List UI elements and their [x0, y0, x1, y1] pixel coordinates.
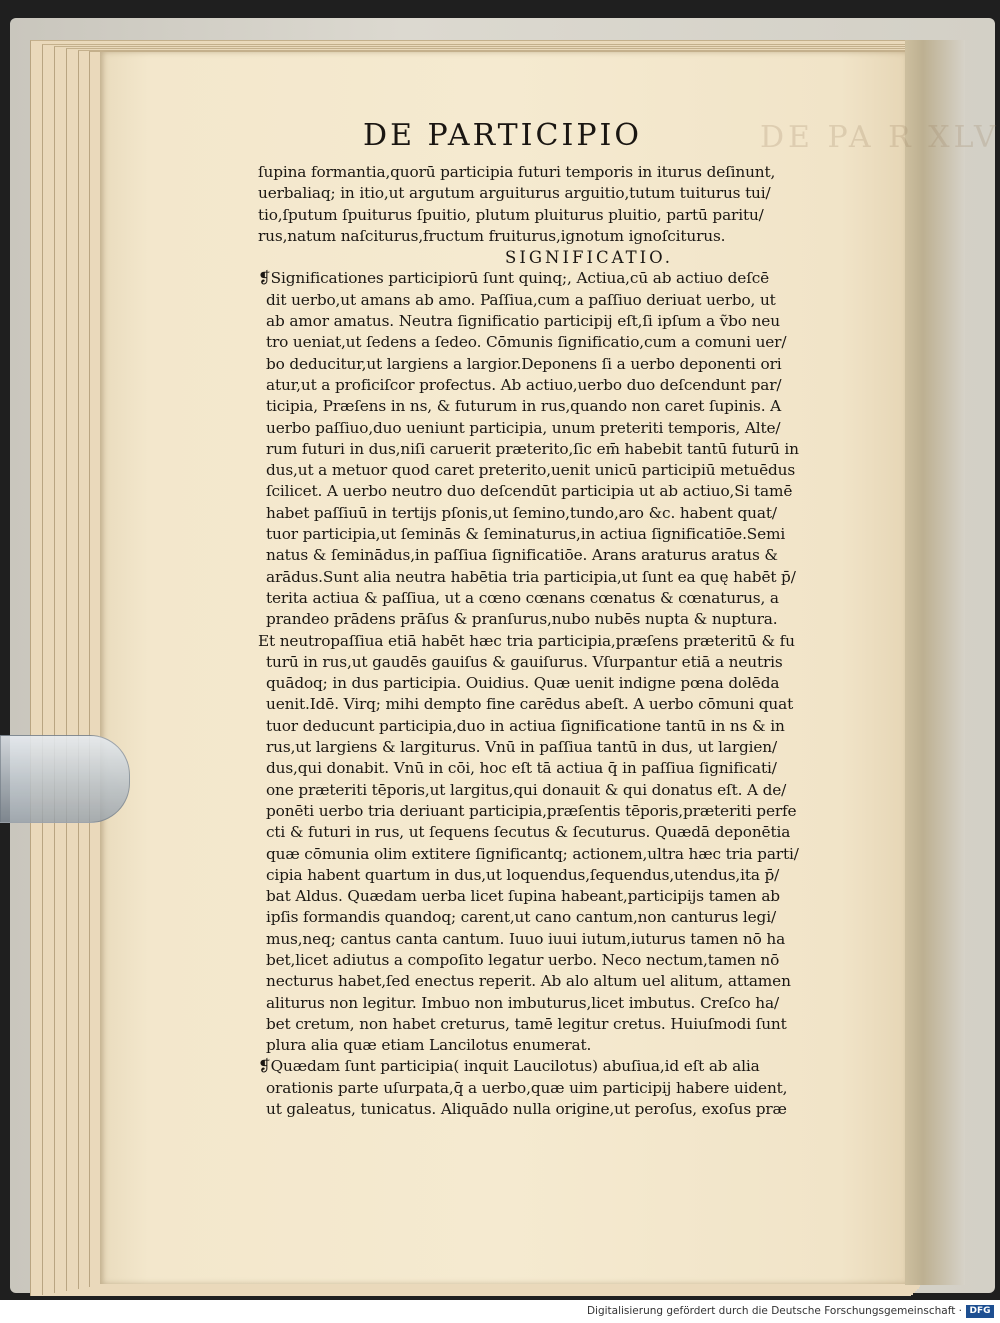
text-line: dus,ut a metuor quod caret preterito,uenit unicū participiū metuēdus — [266, 461, 796, 480]
text-line: dus,qui donabit. Vnū in cōi, hoc eſt tā actiua q̄ in paſſiua ſignificati/ — [266, 759, 777, 778]
text-line: cti & futuri in rus, ut ſequens ſecutus & ſecuturus. Quædā deponētia — [266, 823, 791, 842]
text-line: bet cretum, non habet creturus, tamē legitur cretus. Huiuſmodi ſunt — [266, 1014, 787, 1033]
text-line: bo deducitur,ut largiens a largior.Deponens ſi a uerbo deponenti ori — [266, 354, 782, 373]
text-line: uenit.Idē. Virq; mihi dempto fine carēdus abeſt. A uerbo cōmuni quat — [266, 695, 794, 714]
text-line: tuor deducunt participia,duo in actiua ſignificatione tantū in ns & in — [266, 716, 785, 735]
text-line: orationis parte uſurpata,q̄ a uerbo,quæ uim participij habere uident, — [266, 1078, 788, 1097]
text-line: necturus habet,ſed enectus reperit. Ab alo altum uel alitum, attamen — [266, 972, 791, 991]
text-line: cipia habent quartum in dus,ut loquendus,ſequendus,utendus,ita p̄/ — [266, 865, 780, 884]
funding-credit: Digitalisierung gefördert durch die Deutsche Forschungsgemeinschaft · — [586, 1305, 962, 1317]
text-block — [258, 162, 900, 1120]
text-line: rum futuri in dus,niſi caruerit præterito,ſic em̄ habebit tantū futurū in — [266, 439, 799, 458]
text-line: ipſis formandis quandoq; carent,ut cano cantum,non canturus legi/ — [266, 908, 776, 927]
binding-shadow — [905, 40, 965, 1285]
text-line: habet paſſiuū in tertijs pſonis,ut ſemino,tundo,aro &c. habent quat/ — [266, 503, 777, 522]
running-header: DE PARTICIPIO — [363, 118, 642, 153]
text-line: uerbo paſſiuo,duo ueniunt participia, unum preteriti temporis, Alte/ — [266, 418, 781, 437]
text-line: mus,neq; cantus canta cantum. Iuuo iuui iutum,iuturus tamen nō ha — [266, 929, 786, 948]
text-line: turū in rus,ut gaudēs gauiſus & gauiſurus. Vſurpantur etiā a neutris — [266, 652, 783, 671]
text-line: ut galeatus, tunicatus. Aliquādo nulla origine,ut peroſus, exoſus præ — [266, 1100, 787, 1119]
text-line: prandeo prādens prāſus & pranſurus,nubo nubēs nupta & nuptura. — [266, 610, 778, 629]
text-line: ponēti uerbo tria deriuant participia,præſentis tēporis,præteriti perfe — [266, 801, 797, 820]
text-line: bet,licet adiutus a compoſito legatur uerbo. Neco nectum,tamen nō — [266, 950, 780, 969]
text-line: aliturus non legitur. Imbuo non imbuturus,licet imbutus. Creſco ha/ — [266, 993, 779, 1012]
text-line: Et neutropaſſiua etiā habēt hæc tria participia,præſens præteritū & fu — [258, 631, 795, 650]
bookmark-strip — [0, 735, 130, 823]
text-line: tio,ſputum ſpuiturus ſpuitio, plutum pluiturus pluitio, partū paritu/ — [258, 205, 764, 224]
text-line: bat Aldus. Quædam uerba licet ſupina habeant,participijs tamen ab — [266, 887, 780, 906]
text-line: dit uerbo,ut amans ab amo. Paſſiua,cum a paſſiuo deriuat uerbo, ut — [266, 290, 776, 309]
text-line: plura alia quæ etiam Lancilotus enumerat. — [266, 1036, 592, 1055]
text-line: ab amor amatus. Neutra ſignificatio participij eſt,ſi ipſum a ṽbo neu — [266, 312, 780, 331]
dfg-logo: DFG — [966, 1305, 994, 1318]
text-line: ❡Quædam ſunt participia( inquit Laucilotus) abuſiua,id eſt ab alia — [258, 1057, 760, 1076]
text-line: ❡Significationes participiorū ſunt quinq;, Actiua,cū ab actiuo deſcē — [258, 269, 770, 288]
text-line: tro ueniat,ut ſedens a ſedeo. Cōmunis ſignificatio,cum a comuni uer/ — [266, 333, 787, 352]
text-line: arādus.Sunt alia neutra habētia tria participia,ut ſunt ea quę habēt p̄/ — [266, 567, 796, 586]
text-line: ſupina formantia,quorū participia futuri temporis in iturus deſinunt, — [258, 163, 776, 181]
section-heading: SIGNIFICATIO. — [505, 248, 673, 268]
text-line: quādoq; in dus participia. Ouidius. Quæ uenit indigne pœna dolēda — [266, 674, 780, 693]
text-line: tuor participia,ut ſeminās & ſeminaturus,in actiua ſignificatiōe.Semi — [266, 525, 786, 544]
digitization-footer — [0, 1300, 1000, 1323]
show-through-header: DE PA R XLV — [760, 120, 1000, 155]
text-line: ſcilicet. A uerbo neutro duo deſcendūt participia ut ab actiuo,Si tamē — [266, 482, 793, 501]
text-line: ticipia, Præſens in ns, & futurum in rus,quando non caret ſupinis. A — [266, 397, 782, 416]
text-line: uerbaliaq; in itio,ut argutum arguiturus arguitio,tutum tuiturus tui/ — [258, 184, 771, 203]
text-line: atur,ut a proficiſcor profectus. Ab actiuo,uerbo duo deſcendunt par/ — [266, 375, 782, 394]
text-line: rus,natum naſciturus,fructum fruiturus,ignotum ignoſciturus. — [258, 226, 726, 245]
text-line: terita actiua & paſſiua, ut a cœno cœnans cœnatus & cœnaturus, a — [266, 588, 779, 607]
text-line: natus & ſeminādus,in paſſiua ſignificatiōe. Arans araturus aratus & — [266, 546, 778, 565]
text-line: rus,ut largiens & largiturus. Vnū in paſſiua tantū in dus, ut largien/ — [266, 738, 778, 757]
text-line: one præteriti tēporis,ut largitus,qui donauit & qui donatus eſt. A de/ — [266, 780, 787, 799]
text-line: quæ cōmunia olim extitere ſignificantq; actionem,ultra hæc tria parti/ — [266, 844, 799, 863]
